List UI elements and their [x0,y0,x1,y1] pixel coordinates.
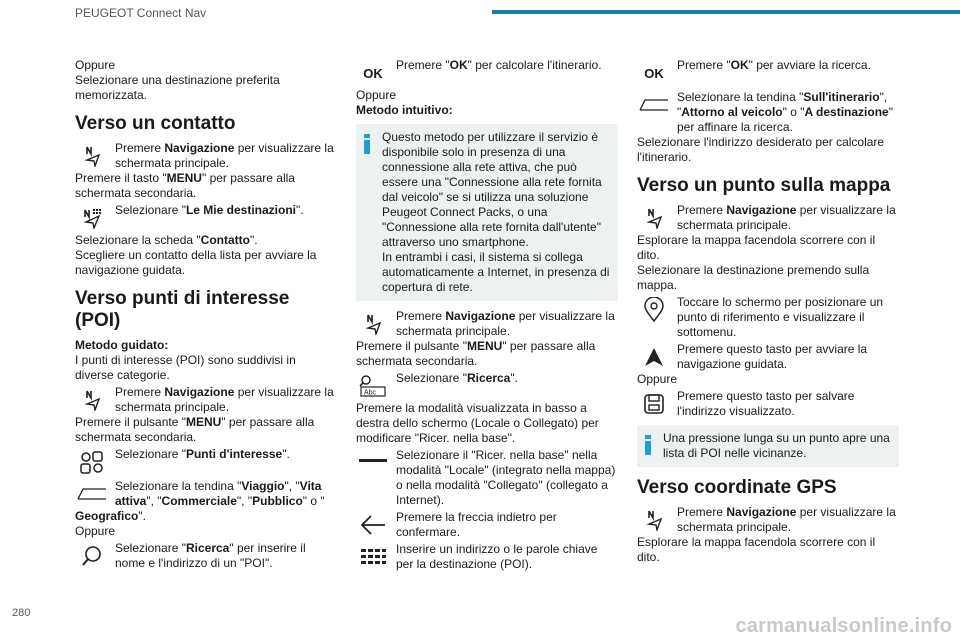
navigation-icon [637,505,671,535]
text-menu-2: Premere il pulsante "MENU" per passare alla schermata secondaria. [75,415,315,444]
step-back: Premere la freccia indietro per confermare. [356,510,618,540]
step-my-destinations: Selezionare "Le Mie destinazioni". [75,203,337,233]
text-explore-map: Esplorare la mappa facendola scorrere con il dito. [637,233,876,262]
step-poi-tabs: Selezionare la tendina "Viaggio", "Vita attiva", "Commerciale", "Pubblico" o " [75,479,337,509]
step-navigation-2: Premere Navigazione per visualizzare la schermata principale. [75,385,337,415]
watermark: carmanualsonline.info [735,615,952,637]
navigation-icon [75,141,109,171]
text-explore-map-2: Esplorare la mappa facendola scorrere con il dito. [637,535,876,564]
text-menu-3: Premere il pulsante "MENU" per passare alla schermata secondaria. [356,339,596,368]
text-select-destination: Selezionare la destinazione premendo sulla mappa. [637,263,870,292]
step-navigation-3: Premere Navigazione per visualizzare la schermata principale. [356,309,618,339]
text-select-address: Selezionare l'indirizzo desiderato per calcolare l'itinerario. [637,135,885,164]
header-accent-bar [492,10,960,14]
text-oppure-2: Oppure [75,524,116,538]
search-icon [75,541,109,571]
navigation-icon [75,385,109,415]
step-keyboard: Inserire un indirizzo o le parole chiave per la destinazione (POI). [356,542,618,572]
step-search-keyboard: Abc Selezionare "Ricerca". [356,371,618,401]
tabs-icon [75,479,109,509]
text-poi-categories: I punti di interesse (POI) sono suddivisi in diverse categorie. [75,353,296,382]
heading-poi: Verso punti di interesse (POI) [75,288,290,331]
column-3 [637,58,899,565]
column-1 [75,58,337,571]
heading-gps: Verso coordinate GPS [637,477,837,498]
info-icon [364,130,370,295]
step-ok-calc: OK Premere "OK" per calcolare l'itinerario. [356,58,618,88]
step-save: Premere questo tasto per salvare l'indirizzo visualizzato. [637,389,899,419]
text-oppure-3: Oppure [356,88,397,102]
page-number: 280 [12,607,31,619]
my-destinations-icon [75,203,109,233]
step-refine: Selezionare la tendina "Sull'itinerario", "Attorno al veicolo" o "A destinazione" per affinare la ricerca. [637,90,899,135]
text-intuitive-method: Metodo intuitivo: [356,103,453,117]
back-arrow-icon [356,510,390,540]
step-ok-search: OK Premere "OK" per avviare la ricerca. [637,58,899,88]
keyboard-icon [356,542,390,572]
step-navigation-4: Premere Navigazione per visualizzare la schermata principale. [637,203,899,233]
mode-bar-icon [356,448,390,478]
step-start-guidance: Premere questo tasto per avviare la navigazione guidata. [637,342,899,372]
keyboard-search-icon [356,371,390,401]
step-search-base: Selezionare il "Ricer. nella base" nella modalità "Locale" (integrato nella mappa) o nella modalità "Collegato" (collegato a Internet). [356,448,618,508]
running-header: PEUGEOT Connect Nav [75,6,207,20]
step-navigation: Premere Navigazione per visualizzare la schermata principale. [75,141,337,171]
column-2 [356,58,618,572]
ok-icon: OK [644,65,664,81]
heading-contact: Verso un contatto [75,113,236,134]
start-guidance-icon [637,342,671,372]
text-geografico: Geografico". [75,509,146,523]
ok-icon: OK [363,65,383,81]
text-oppure: Oppure [75,58,116,72]
step-navigation-5: Premere Navigazione per visualizzare la schermata principale. [637,505,899,535]
navigation-icon [637,203,671,233]
svg-text:Abc: Abc [364,389,377,397]
text-mode: Premere la modalità visualizzata in basso a destra dello schermo (Locale o Collegato) per modificare "Ricer. nella base". [356,401,599,445]
text-oppure-4: Oppure [637,372,678,386]
info-icon [645,431,651,461]
step-poi: Selezionare "Punti d'interesse". [75,447,337,477]
text-choose-contact: Scegliere un contatto della lista per avviare la navigazione guidata. [75,248,317,277]
text-menu: Premere il tasto "MENU" per passare alla schermata secondaria. [75,171,295,200]
heading-map-point: Verso un punto sulla mappa [637,175,891,196]
step-search: Selezionare "Ricerca" per inserire il nome e l'indirizzo di un "POI". [75,541,337,571]
info-note-2: Una pressione lunga su un punto apre una lista di POI nelle vicinanze. [637,425,899,467]
text-guided-method: Metodo guidato: [75,338,169,352]
info-note: Questo metodo per utilizzare il servizio è disponibile solo in presenza di una connessione alla rete attiva, che può essere una "Connessione alla rete fornita dal veicolo" se si utilizza una soluzione Peugeot Connect Packs, o una "Connessione alla rete fornita dall'utente" attraverso uno smartphone. In entrambi i casi, il sistema si collega automaticamente a Internet, in presenza di copertura di rete. [356,124,618,301]
text-contact-tab: Selezionare la scheda "Contatto". [75,233,258,247]
save-icon [637,389,671,419]
map-pin-icon [637,295,671,325]
text-favorite-destination: Selezionare una destinazione preferita memorizzata. [75,73,280,102]
tabs-icon [637,90,671,120]
step-place-pin: Toccare lo schermo per posizionare un punto di riferimento e visualizzare il sottomenu. [637,295,899,340]
poi-icon [75,447,109,477]
navigation-icon [356,309,390,339]
